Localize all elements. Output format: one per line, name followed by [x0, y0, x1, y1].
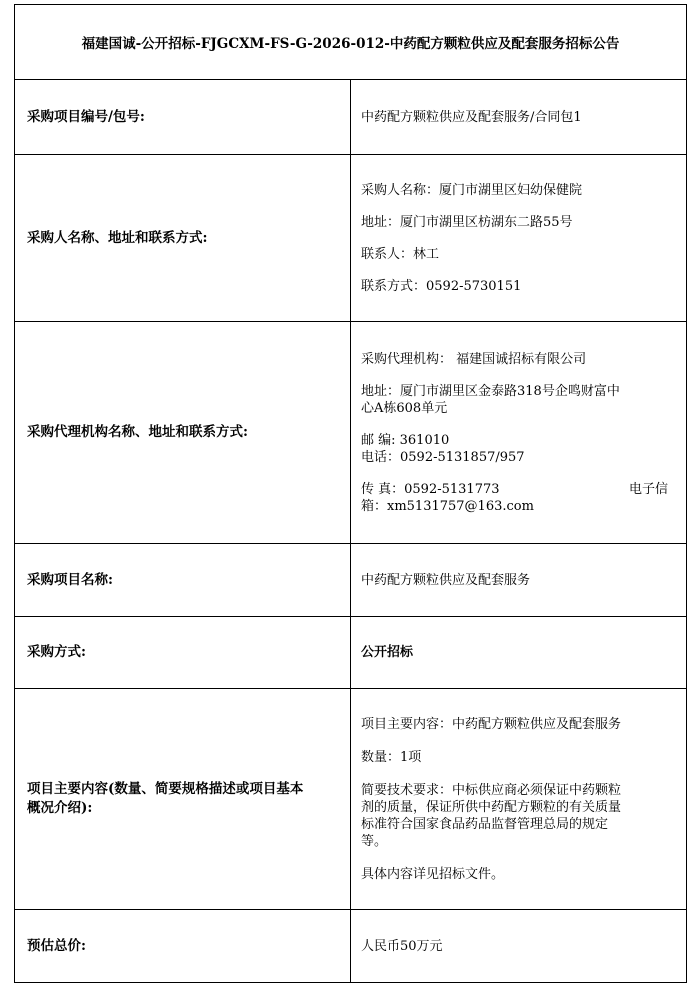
main-content-tech-line2: 剂的质量，保证所供中药配方颗粒的有关质量 — [361, 799, 622, 815]
label-purchaser: 采购人名称、地址和联系方式: — [15, 155, 351, 322]
label-project-number: 采购项目编号/包号: — [15, 80, 351, 155]
value-estimated-price: 人民币50万元 — [351, 910, 687, 983]
main-content-tech-line3: 标准符合国家食品药品监督管理总局的规定 — [361, 816, 609, 832]
label-main-content-line2: 概况介绍): — [27, 800, 93, 816]
value-main-content — [351, 689, 687, 910]
row-purchaser — [15, 155, 687, 322]
row-project-number — [15, 80, 687, 155]
main-content-tech-line4: 等。 — [361, 833, 388, 849]
main-content-tech-line1: 简要技术要求：中标供应商必须保证中药颗粒 — [361, 782, 622, 798]
value-purchaser — [351, 155, 687, 322]
label-estimated-price: 预估总价: — [15, 910, 351, 983]
agency-fax: 传 真：0592-5131773 — [361, 481, 500, 497]
value-project-number: 中药配方颗粒供应及配套服务/合同包1 — [351, 80, 687, 155]
row-estimated-price — [15, 910, 687, 983]
tender-notice-table — [14, 4, 687, 983]
agency-postcode: 邮 编: 361010 — [361, 432, 450, 448]
notice-title: 福建国诚-公开招标-FJGCXM-FS-G-2026-012-中药配方颗粒供应及配套服务招标公告 — [15, 5, 687, 80]
label-main-content — [15, 689, 351, 910]
label-agency: 采购代理机构名称、地址和联系方式: — [15, 322, 351, 544]
agency-name: 采购代理机构： 福建国诚招标有限公司 — [361, 351, 587, 367]
row-procurement-method — [15, 617, 687, 689]
agency-email-prefix: 电子信 — [628, 481, 668, 497]
label-procurement-method: 采购方式: — [15, 617, 351, 689]
value-agency — [351, 322, 687, 544]
label-project-name: 采购项目名称: — [15, 544, 351, 617]
agency-phone: 电话：0592-5131857/957 — [361, 449, 525, 465]
main-content-quantity: 数量：1项 — [361, 749, 422, 765]
value-project-name: 中药配方颗粒供应及配套服务 — [351, 544, 687, 617]
agency-email: 箱：xm5131757@163.com — [361, 498, 534, 514]
row-agency — [15, 322, 687, 544]
row-project-name — [15, 544, 687, 617]
purchaser-phone: 联系方式：0592-5730151 — [361, 278, 522, 294]
title-row — [15, 5, 687, 80]
agency-address-line2: 心A栋608单元 — [361, 400, 448, 416]
purchaser-address: 地址：厦门市湖里区枋湖东二路55号 — [361, 214, 573, 230]
label-main-content-line1: 项目主要内容(数量、简要规格描述或项目基本 — [27, 781, 304, 797]
purchaser-name: 采购人名称：厦门市湖里区妇幼保健院 — [361, 182, 583, 198]
row-main-content — [15, 689, 687, 910]
main-content-details: 具体内容详见招标文件。 — [361, 866, 505, 882]
agency-address-line1: 地址：厦门市湖里区金泰路318号企鸣财富中 — [361, 383, 620, 399]
purchaser-contact: 联系人：林工 — [361, 246, 440, 262]
agency-fax-line — [361, 481, 668, 498]
value-procurement-method: 公开招标 — [351, 617, 687, 689]
main-content-summary: 项目主要内容：中药配方颗粒供应及配套服务 — [361, 716, 622, 732]
